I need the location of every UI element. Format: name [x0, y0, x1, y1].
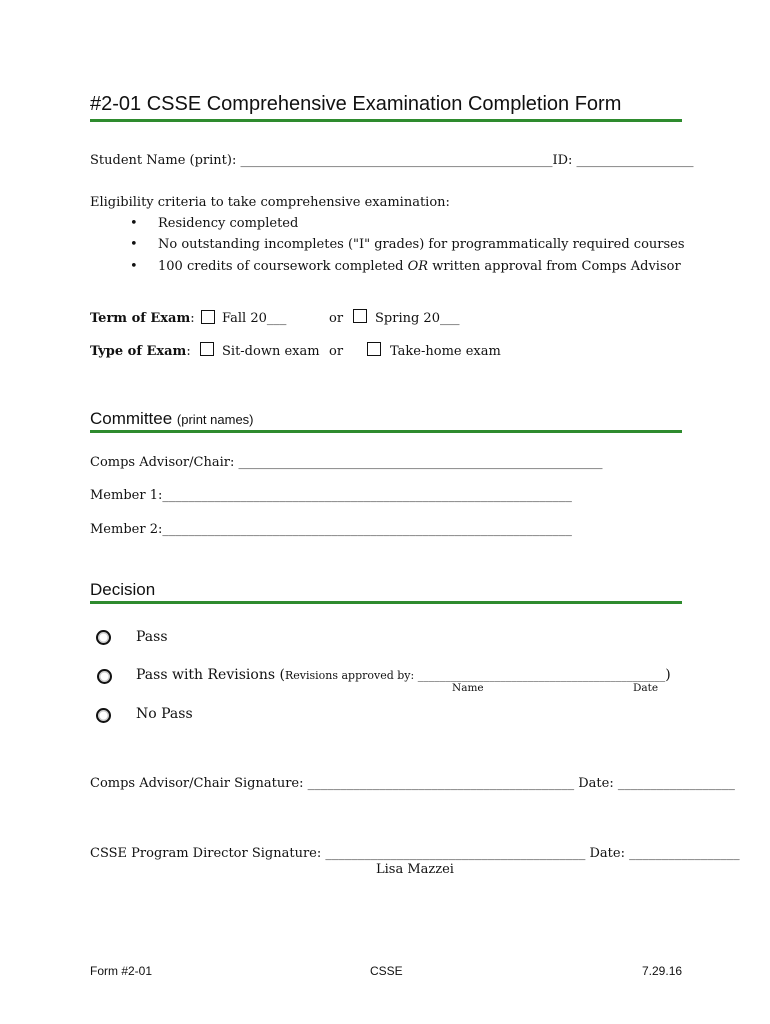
eligibility-item-part: 100 credits of coursework completed	[158, 259, 408, 274]
type-label-text: Type of Exam	[90, 344, 187, 359]
term-or-text: or	[329, 311, 344, 326]
pass-label: Pass	[136, 629, 168, 645]
footer-form-number: Form #2-01	[90, 964, 153, 978]
pass-with-revisions-label	[136, 667, 671, 683]
type-or-text: or	[329, 344, 344, 359]
spring-checkbox[interactable]	[353, 309, 367, 323]
decision-heading: Decision	[90, 580, 156, 599]
fall-checkbox[interactable]	[201, 310, 215, 324]
sit-down-checkbox[interactable]	[200, 342, 214, 356]
member-2-line[interactable]: Member 2:_______________________________________________________________	[90, 522, 572, 537]
pass-radio[interactable]	[96, 630, 111, 645]
bullet-icon: •	[130, 259, 138, 274]
footer-date: 7.29.16	[642, 964, 683, 978]
eligibility-item	[158, 259, 681, 274]
term-label-colon: :	[190, 311, 195, 326]
footer-department: CSSE	[370, 964, 403, 978]
revisions-name-label: Name	[452, 682, 484, 694]
revisions-open-paren: (	[275, 667, 285, 683]
committee-heading	[90, 409, 254, 429]
revisions-close-paren: )	[665, 667, 671, 683]
student-name-id-line[interactable]: Student Name (print): ________________________________________________ID: __________________	[90, 153, 694, 168]
fall-option-label: Fall 20___	[222, 311, 287, 326]
page-title: #2-01 CSSE Comprehensive Examination Completion Form	[90, 93, 622, 115]
no-pass-radio[interactable]	[96, 708, 111, 723]
eligibility-item-or: OR	[407, 259, 429, 274]
spring-option-label: Spring 20___	[375, 311, 460, 326]
eligibility-item: Residency completed	[158, 216, 299, 231]
comps-advisor-line[interactable]: Comps Advisor/Chair: ________________________________________________________	[90, 455, 603, 470]
eligibility-item-part: written approval from Comps Advisor	[428, 259, 681, 274]
director-signature-line[interactable]: CSSE Program Director Signature: ________________________________________ Date: _________________	[90, 846, 740, 861]
pass-with-revisions-radio[interactable]	[97, 669, 112, 684]
committee-rule	[90, 430, 682, 433]
eligibility-item: No outstanding incompletes ("I" grades) for programmatically required courses	[158, 237, 685, 252]
no-pass-label: No Pass	[136, 706, 193, 722]
eligibility-heading: Eligibility criteria to take comprehensive examination:	[90, 195, 450, 210]
bullet-icon: •	[130, 237, 138, 252]
bullet-icon: •	[130, 216, 138, 231]
type-of-exam-label	[90, 344, 191, 359]
advisor-signature-line[interactable]: Comps Advisor/Chair Signature: _________________________________________ Date: __________________	[90, 776, 735, 791]
director-name: Lisa Mazzei	[376, 862, 454, 877]
committee-heading-text: Committee	[90, 409, 173, 428]
revisions-approved-line[interactable]: Revisions approved by: _____________________________________________	[284, 669, 666, 682]
title-rule	[90, 119, 682, 122]
pass-with-revisions-text: Pass with Revisions	[136, 667, 276, 683]
term-label-text: Term of Exam	[90, 311, 191, 326]
revisions-date-label: Date	[633, 682, 659, 694]
term-of-exam-label	[90, 311, 195, 326]
take-home-checkbox[interactable]	[367, 342, 381, 356]
member-1-line[interactable]: Member 1:_______________________________________________________________	[90, 488, 572, 503]
type-label-colon: :	[186, 344, 191, 359]
decision-rule	[90, 601, 682, 604]
take-home-option-label: Take-home exam	[390, 344, 501, 359]
committee-subheading: (print names)	[176, 412, 254, 427]
sit-down-option-label: Sit-down exam	[222, 344, 320, 359]
